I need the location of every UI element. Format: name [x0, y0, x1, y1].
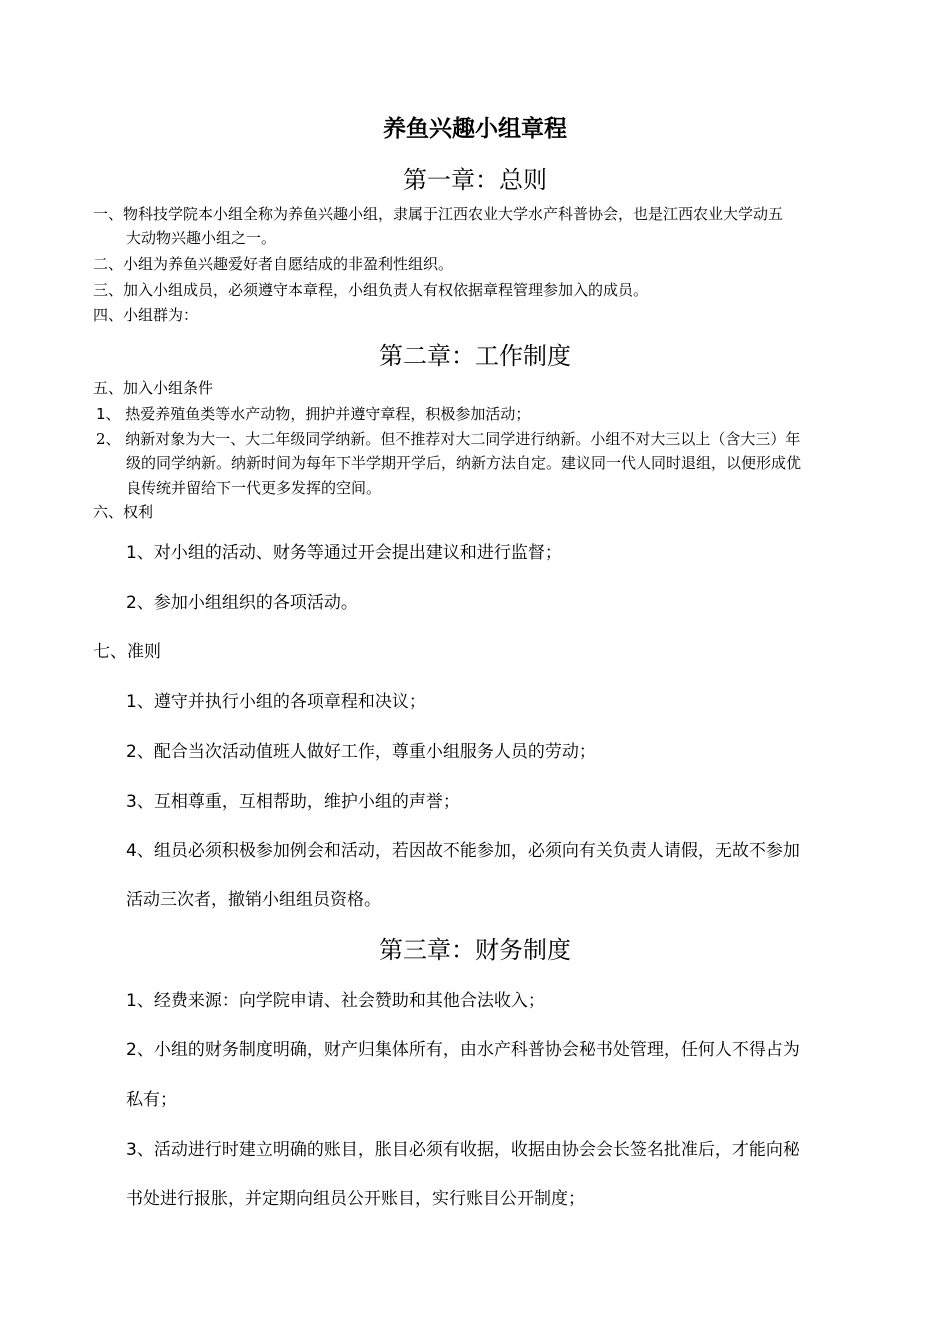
ch2-section-7-item-4-line-1: 4、组员必须积极参加例会和活动，若因故不能参加，必须向有关负责人请假，无故不参加	[126, 841, 800, 861]
chapter-1-heading: 第一章：总则	[403, 166, 547, 194]
ch2-section-7-heading: 七、准则	[93, 642, 161, 662]
ch3-item-1: 1、经费来源：向学院申请、社会赞助和其他合法收入；	[126, 991, 545, 1011]
ch3-item-2-line-1: 2、小组的财务制度明确，财产归集体所有，由水产科普协会秘书处管理，任何人不得占为	[126, 1040, 800, 1060]
ch2-section-7-item-3: 3、互相尊重，互相帮助，维护小组的声誉；	[126, 792, 460, 812]
document-title: 养鱼兴趣小组章程	[383, 115, 567, 142]
ch3-item-2-line-2: 私有；	[126, 1090, 177, 1110]
ch2-section-5-item-1: 1、 热爱养殖鱼类等水产动物，拥护并遵守章程，积极参加活动；	[96, 405, 531, 423]
ch1-item-2: 二、小组为养鱼兴趣爱好者自愿结成的非盈利性组织。	[93, 255, 454, 273]
ch3-item-3-line-1: 3、活动进行时建立明确的账目，胀目必须有收据，收据由协会会长签名批准后，才能向秘	[126, 1140, 800, 1160]
ch1-item-1-line-2: 大动物兴趣小组之一。	[126, 229, 277, 247]
ch2-section-7-item-2: 2、配合当次活动值班人做好工作，尊重小组服务人员的劳动；	[126, 742, 596, 762]
ch2-section-5-item-2-line-3: 良传统并留给下一代更多发挥的空间。	[126, 479, 382, 497]
ch2-section-6-item-1: 1、对小组的活动、财务等通过开会提出建议和进行监督；	[126, 543, 562, 563]
ch2-section-7-item-4-line-2: 活动三次者，撤销小组组员资格。	[126, 890, 381, 910]
ch1-item-4: 四、小组群为：	[93, 306, 199, 324]
ch2-section-5-item-2-line-1: 2、 纳新对象为大一、大二年级同学纳新。但不推荐对大二同学进行纳新。小组不对大三以上（含大三）年	[96, 430, 801, 448]
chapter-2-heading: 第二章：工作制度	[379, 342, 571, 370]
chapter-3-heading: 第三章：财务制度	[379, 936, 571, 964]
ch2-section-5-item-2-line-2: 级的同学纳新。纳新时间为每年下半学期开学后，纳新方法自定。建议同一代人同时退组，以便形成优	[126, 454, 802, 472]
ch1-item-1-line-1: 一、物科技学院本小组全称为养鱼兴趣小组，隶属于江西农业大学水产科普协会，也是江西农业大学动五	[93, 205, 784, 223]
ch2-section-5-heading: 五、加入小组条件	[93, 379, 214, 397]
ch2-section-6-heading: 六、权利	[93, 503, 154, 521]
ch1-item-3: 三、加入小组成员，必须遵守本章程，小组负责人有权依据章程管理参加入的成员。	[93, 281, 649, 299]
ch2-section-6-item-2: 2、参加小组组织的各项活动。	[126, 593, 358, 613]
ch3-item-3-line-2: 书处进行报胀，并定期向组员公开账目，实行账目公开制度；	[126, 1189, 585, 1209]
ch2-section-7-item-1: 1、遵守并执行小组的各项章程和决议；	[126, 692, 426, 712]
